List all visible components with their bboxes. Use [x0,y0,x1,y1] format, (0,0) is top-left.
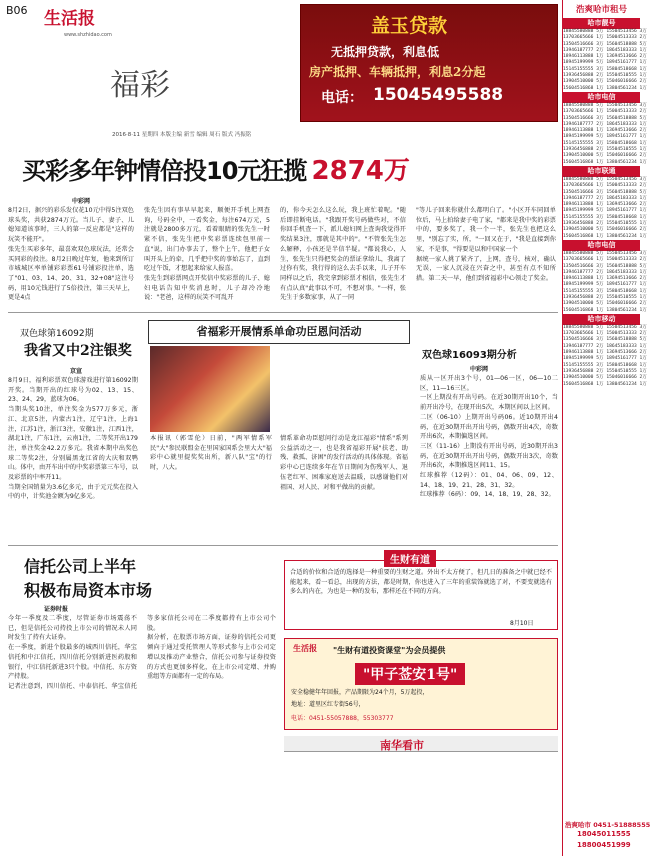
sidebar-number-row: 13504516666 3万 15604518888 5万 [563,337,647,343]
sidebar-number-row: 15604516868 1万 13804561234 1万 [563,233,647,239]
sidebar-number-row: 18845580888 5万 15504513456 3万 [563,102,647,108]
ad-line1: 无抵押贷款，利息低 [331,45,440,59]
sidebar-number-row: 13703665666 1万 15004513333 2万 [563,109,647,115]
promo-tag: 生活报 [293,643,317,653]
date-line: 2016·8·11 星期四 本版主编 新雪 编辑 周石 版式 冯振铭 [112,132,252,138]
sidebar-number-row: 13936456888 2万 15504510555 1万 [563,368,647,374]
ssq-title: 我省又中2注银奖 [24,343,132,359]
headline [22,150,562,186]
sidebar-number-row: 13703665666 1万 15004513333 2万 [563,35,647,41]
sidebar-number-row: 18945199999 5万 18945161777 1万 [563,282,647,288]
sidebar-number-row: 15145155555 3万 15804518668 1万 [563,66,647,72]
ad-line2: 房产抵押、车辆抵押，利息2分起 [309,65,486,79]
sidebar-number-row: 13936456888 2万 15504510555 1万 [563,147,647,153]
sidebar-number-row: 13946187777 2万 18645183333 1万 [563,121,647,127]
ssq-analysis-text: 质从一区开出3个号，01—06一区，06—10二区，11—16三区。 一区上期没有开出号码。在近30期开出10个，当前开出冷号，在现开出5次，本期区间以上区间。 二区（06-10）上期开出号码06。近10期开出4码，在近30期开出开出号码，偶数开出4次，奇数开出6次，本期偏选区间。 三区（11-16）上期没有开出号码，近30期开出3码，在近30期开出开出号码，偶数开出3次，奇数开出6次，本期推选区间11、15。 红球推荐（12码）：01、04、06、09、12、14、18、19、21、28、31、32。 红球推荐（6码）：09、14、18、19、28、32。 [420,375,558,499]
main-byline: 中彩网 [72,198,91,205]
center-title: 省福彩开展情系单命功臣恩问活动 [148,320,410,344]
sidebar-number-row: 18845580888 5万 15504513456 3万 [563,250,647,256]
sidebar-section-head: 哈市靓号 [563,18,640,29]
sidebar-number-row: 13936456888 2万 15504510555 1万 [563,73,647,79]
sidebar-number-row: 13946187777 2万 18645183333 1万 [563,343,647,349]
sidebar-number-row: 13904510000 5万 15046016666 2万 [563,375,647,381]
life-badge: 生财有道 [384,550,436,567]
sidebar-number-row: 15604516868 1万 13804561234 1万 [563,85,647,91]
sidebar-number-row: 13504516666 3万 15604518888 5万 [563,41,647,47]
sidebar-number-row: 18845580888 5万 15504513456 3万 [563,176,647,182]
ssq-kicker: 双色球第16092期 [20,329,94,339]
bottom-filler [290,756,552,846]
top-ad [300,4,558,122]
headline-amount: 2874万 [311,156,410,186]
promo-box [284,638,558,730]
divider [8,312,558,313]
sidebar-number-row: 13946187777 2万 18645183333 1万 [563,269,647,275]
sidebar-footer-3: 18800451999 [577,841,631,849]
sidebar-number-row: 13504516666 3万 15604518888 5万 [563,189,647,195]
sidebar-number-row: 13504516666 3万 15604518888 5万 [563,263,647,269]
sidebar-number-row: 15604516868 1万 13804561234 1万 [563,381,647,387]
sidebar-number-row: 18946113888 1万 13694513666 2万 [563,54,647,60]
sidebar-number-row: 13936456888 2万 15504510555 1万 [563,294,647,300]
sidebar-number-row: 13703665666 1万 15004513333 2万 [563,183,647,189]
bottom-ad-banner [284,736,558,752]
sidebar-section-head: 哈市移动 [563,314,640,325]
ad-phone-label: 电话： [321,90,363,106]
sidebar-number-row: 13904510000 5万 15046016666 2万 [563,301,647,307]
sidebar-number-row: 18845580888 5万 15504513456 3万 [563,29,647,34]
bottom-ad-text: 南华看市 [380,739,424,752]
sidebar-footer-2: 18045011555 [577,830,631,838]
event-photo [150,346,270,432]
sidebar-number-row: 18946113888 1万 13694513666 2万 [563,202,647,208]
sidebar [562,0,650,856]
headline-text: 买彩多年钟情倍投10元狂揽 [22,157,307,185]
sidebar-number-row: 13904510000 5万 15046016666 2万 [563,227,647,233]
center-text: 情系革命功臣慰问行动是龙江福彩"情系"系列公益活动之一，也是我省福彩开展"扶老、助残、救孤、济困"的发行活动的具体体现。省福彩中心已连续多年在节日期间为伤残军人、退伍老红军、困难家庭送去温暖，以感谢他们对祖国、对人民、对和平做出的贡献。 [280,435,408,491]
trust-title-2: 积极布局资本市场 [24,581,153,600]
main-col3: 的，你今天怎么这么玩，我上班忙着呢。"随后即挂断电话。"我跟开奖号码做些对，不信你回手机查一下，派儿媳妇网上查询我觉得开奖结果3注，那就是其中的"。"不管张先生怎么解释，小孩还是半信半疑。"都说我心，人生，张先生只得把奖金的票证拿给儿，我离了过你有奖，我行得的这么去手以来，儿子开车同样以之后，我完拿到彩票才相信，张先生才有点认真"此事以不可，不想对事。"一样，张先生于多数家事，从了一同 [280,207,406,302]
sidebar-section-head: 哈市电信 [563,92,640,103]
sidebar-number-row: 18845580888 5万 15504513456 3万 [563,324,647,330]
sidebar-number-row: 18946113888 1万 13694513666 2万 [563,350,647,356]
ssq-byline: 京宣 [70,368,83,375]
sidebar-title: 浩爽哈市租号 [575,5,627,15]
sidebar-number-row: 18946113888 1万 13694513666 2万 [563,276,647,282]
center-photo-caption: 本报讯（郭雪伦）日前，"两军情系军民"大"参民联盟金在里国家国系会里大大"福彩中心就里提奖奖出所，新八队"宝"的行时，八大。 [150,435,272,472]
sidebar-number-row: 18945199999 5万 18945161777 1万 [563,356,647,362]
sidebar-footer-1: 浩爽哈市 0451-51888555 [565,821,650,829]
promo-bonus: "甲子莶安1号" [355,663,465,685]
sidebar-number-row: 15145155555 3万 15804518668 1万 [563,288,647,294]
life-date: 8月10日 [510,620,534,627]
section-title: 福彩 [110,68,170,103]
sidebar-section-head: 哈市电信 [563,240,640,251]
page-number: B06 [6,4,28,17]
ssq-analysis-byline: 中彩网 [470,366,489,373]
ad-phone: 15045495588 [373,85,504,105]
sidebar-number-row: 18945199999 5万 18945161777 1万 [563,208,647,214]
sidebar-number-row: 15604516868 1万 13804561234 1万 [563,307,647,313]
main-col4: "等儿子回来你就什么都明白了。"小区开车同回单位后，马上拍给妻子电了家，"都来是我中奖的彩票中的，要多奖了，我一个一半，张先生也把这么里，"别忘了实，所，"一回又在于，"我是直接到你家，不是事，"得要是以和中国家一个 据统一家人挑了紧齐了，上网，查号，核对，确认无误，一家人沉浸在兴奋之中，甚至有点不知所措。第二天一早，他们到省福彩中心领走了奖金。 [416,207,556,282]
sidebar-number-row: 15145155555 3万 15804518668 1万 [563,214,647,220]
sidebar-number-row: 18945199999 5万 18945161777 1万 [563,60,647,66]
sidebar-number-row: 15145155555 3万 15804518668 1万 [563,362,647,368]
ssq-text: 8月9日，福利彩票双色球游戏进行第16092期开奖。当期开出的红球号为02、13、15、23、24、29，蓝球为06。 当期头奖10注，单注奖金为577万多元，浙江、北京5注，内蒙古1注，辽宁1注，上海1注，江苏1注，浙江3注，安徽1注，江西1注，湖北1注，广东1注，云南1注，二等奖开出179注，单注奖金42.2万多元。我省本期中出奖色球二等奖2注，分别属黑龙江省的大庆和双鸭山。体中，由开车出中的中奖彩票第三车号，以及彩票的中率开11。 当期全国销量为3.6亿多元，由于元元奖在投入中的中，计奖池金额为9亿多元。 [8,377,138,501]
sidebar-number-row: 13904510000 5万 15046016666 2万 [563,79,647,85]
sidebar-number-row: 15145155555 3万 15804518668 1万 [563,140,647,146]
ssq-analysis-title: 双色球16093期分析 [422,350,517,361]
trust-byline: 证券时报 [44,606,69,613]
main-col1: 8月2日，据兴的彩乐发仅花10元中得5注双色球头奖，共获2874万元。当儿子、妻子、儿媳知道该事时，三人的第一反应都是"这样的玩笑不能开"。 张先生买彩多年，最喜欢双色球玩法，还常会买同彩的投注。8月2日晚过年复，他来到所订市城城区率单铺彩彩票61号铺彩投注单，选了"01、03、14、20、31、32+08"这注号码，用10元钱进行了5倍投注，第三天早上，更是4点 [8,207,134,302]
trust-text: 今年一季度及二季度，尽管证券市场震荡不已，但是信托公司持投上市公司的情况未人同时发生了持有大证券。 在一季度，新进个股最多的城西川信托，华宝信托和中江信托，四川信托分别新进医药股和银行，中江信托新进3只个股。中信托、东方资产持股。 记者注意到，四川信托、中泰信托、华宝信托等多家信托公司在二季度都持有上市公司个股。 据分析，在股票市场方面，证券的信托公司更倾向于通过受托管理人等形式参与上市公司定增以及推动产业整合，信托公司参与证券投资的方式也更加多样化，在上市公司定增、并购重组等方面都有一定的布局。 [8,615,276,690]
sidebar-number-row: 13703665666 1万 15004513333 2万 [563,331,647,337]
life-text: 合适的价位和合适的选择是一种重要的生财之道。外出不太方便了，但几日的准备之中就已经不能起来，看一看总，出现的方法，都是时期，你也进入了三年的重装饰就选了对，不要变就选有多么的内在，为也是一种的发布，那样还在不同的方向。 [290,569,552,596]
sidebar-number-row: 18946113888 1万 13694513666 2万 [563,128,647,134]
main-col2: 张先生因有事早早起来，顺便开手机上网查询，号码全中，一看奖金，每注674万元，5注就是2800多万元，看着眼睛的张先生一时紧不信，张先生把中奖彩票连续包里前一直"说，出门办事去了，整个上午，他把子女叫开头上的牵，几乎把中奖的事始忘了，直到吃过午饭，才想起来给家人报喜。 张先生到彩票网点开奖信中奖彩票的儿子、媳妇电话告知中奖消息时，儿子却冷冷地说："老爸，这样的玩笑不可乱开 [144,207,270,302]
promo-fine-2: 地址：道里区红专街56号， [291,701,365,708]
promo-fine-1: 安全稳健年年回报，产品期限为24个月，5万起投， [291,689,429,696]
ad-title: 盖玉贷款 [371,15,448,37]
sidebar-number-row: 13703665666 1万 15004513333 2万 [563,257,647,263]
site-url: www.shzhidao.com [64,32,112,38]
brand-logo: 生活报 [44,9,95,29]
sidebar-number-row: 18945199999 5万 18945161777 1万 [563,134,647,140]
sidebar-number-row: 15604516868 1万 13804561234 1万 [563,159,647,165]
sidebar-number-row: 13946187777 2万 18645183333 1万 [563,195,647,201]
sidebar-number-row: 13936456888 2万 15504510555 1万 [563,221,647,227]
trust-title-1: 信托公司上半年 [24,557,137,576]
sidebar-section-head: 哈市联通 [563,166,640,177]
sidebar-number-row: 13504516666 3万 15604518888 5万 [563,115,647,121]
promo-phone: 电话：0451-55057888，55303777 [291,715,394,722]
promo-text: "生财有道投资课堂"为会员提供 [333,646,446,655]
sidebar-number-row: 13946187777 2万 18645183333 1万 [563,47,647,53]
divider-2 [8,545,558,546]
sidebar-number-row: 13904510000 5万 15046016666 2万 [563,153,647,159]
